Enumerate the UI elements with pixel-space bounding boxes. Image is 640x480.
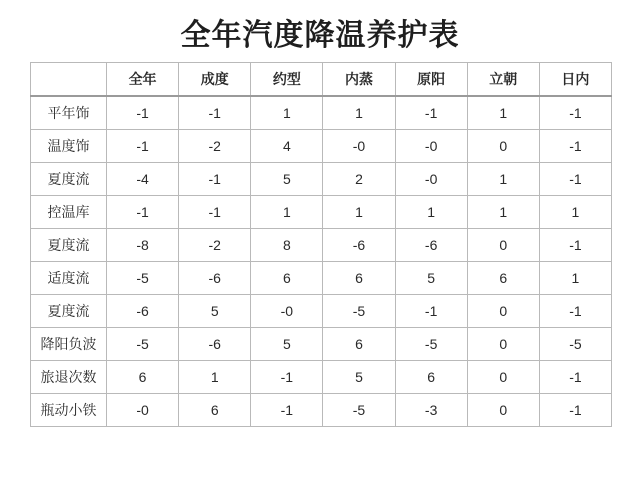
table-cell: 1 bbox=[467, 196, 539, 229]
row-header: 温度饰 bbox=[31, 130, 107, 163]
table-cell: -1 bbox=[539, 96, 611, 130]
table-cell: -4 bbox=[107, 163, 179, 196]
table-cell: 1 bbox=[251, 96, 323, 130]
table-cell: 1 bbox=[323, 96, 395, 130]
table-row bbox=[31, 163, 612, 196]
table-row bbox=[31, 96, 612, 130]
column-header: 成度 bbox=[179, 63, 251, 97]
row-header: 平年饰 bbox=[31, 96, 107, 130]
table-cell: 0 bbox=[467, 295, 539, 328]
table-cell: 6 bbox=[107, 361, 179, 394]
table-cell: 5 bbox=[251, 163, 323, 196]
table-cell: 0 bbox=[467, 130, 539, 163]
table-cell: 2 bbox=[323, 163, 395, 196]
row-header: 降阳负波 bbox=[31, 328, 107, 361]
table-cell: 6 bbox=[179, 394, 251, 427]
page-title: 全年汽度降温养护表 bbox=[180, 18, 460, 53]
table-cell: 6 bbox=[323, 262, 395, 295]
row-header: 瓶动小铁 bbox=[31, 394, 107, 427]
table-cell: 6 bbox=[323, 328, 395, 361]
table-cell: 1 bbox=[251, 196, 323, 229]
table-cell: 1 bbox=[467, 163, 539, 196]
table-cell: 1 bbox=[323, 196, 395, 229]
table-cell: 0 bbox=[467, 229, 539, 262]
table-cell: -0 bbox=[107, 394, 179, 427]
table-cell: 0 bbox=[467, 361, 539, 394]
table-cell: -2 bbox=[179, 130, 251, 163]
table-cell: -1 bbox=[107, 196, 179, 229]
table-cell: -6 bbox=[179, 262, 251, 295]
table-cell: 8 bbox=[251, 229, 323, 262]
row-header: 旅退次数 bbox=[31, 361, 107, 394]
table-cell: 6 bbox=[395, 361, 467, 394]
table-row bbox=[31, 361, 612, 394]
table-cell: -1 bbox=[179, 96, 251, 130]
table-cell: -6 bbox=[107, 295, 179, 328]
table-cell: -1 bbox=[539, 130, 611, 163]
table-row bbox=[31, 130, 612, 163]
table-header bbox=[31, 63, 612, 97]
table-cell: -1 bbox=[539, 295, 611, 328]
table-row bbox=[31, 196, 612, 229]
column-header: 全年 bbox=[107, 63, 179, 97]
table-cell: -0 bbox=[251, 295, 323, 328]
table-cell: 5 bbox=[323, 361, 395, 394]
table-cell: -1 bbox=[539, 229, 611, 262]
header-row bbox=[31, 63, 612, 97]
table-row bbox=[31, 295, 612, 328]
table-cell: 6 bbox=[251, 262, 323, 295]
table-cell: -1 bbox=[107, 96, 179, 130]
table-cell: 1 bbox=[539, 262, 611, 295]
column-header: 原阳 bbox=[395, 63, 467, 97]
corner-cell bbox=[31, 63, 107, 97]
table-cell: 1 bbox=[539, 196, 611, 229]
table-cell: -5 bbox=[395, 328, 467, 361]
column-header: 内蒸 bbox=[323, 63, 395, 97]
table-cell: -0 bbox=[395, 130, 467, 163]
table-row bbox=[31, 262, 612, 295]
table-cell: -6 bbox=[323, 229, 395, 262]
table-cell: -6 bbox=[395, 229, 467, 262]
table-cell: 0 bbox=[467, 394, 539, 427]
table-cell: -5 bbox=[539, 328, 611, 361]
table-row bbox=[31, 229, 612, 262]
table-cell: -0 bbox=[395, 163, 467, 196]
table-cell: 4 bbox=[251, 130, 323, 163]
table-cell: 1 bbox=[467, 96, 539, 130]
table-cell: -5 bbox=[107, 262, 179, 295]
table-row bbox=[31, 394, 612, 427]
table-cell: 5 bbox=[179, 295, 251, 328]
column-header: 日内 bbox=[539, 63, 611, 97]
table-cell: -3 bbox=[395, 394, 467, 427]
table-cell: -2 bbox=[179, 229, 251, 262]
column-header: 立朝 bbox=[467, 63, 539, 97]
table-cell: -0 bbox=[323, 130, 395, 163]
table-body bbox=[31, 96, 612, 427]
table-row bbox=[31, 328, 612, 361]
table-cell: 0 bbox=[467, 328, 539, 361]
table-cell: 1 bbox=[179, 361, 251, 394]
table-cell: -1 bbox=[179, 163, 251, 196]
table-cell: -6 bbox=[179, 328, 251, 361]
table-cell: -1 bbox=[539, 394, 611, 427]
table-cell: -5 bbox=[323, 394, 395, 427]
row-header: 控温库 bbox=[31, 196, 107, 229]
table-cell: 5 bbox=[251, 328, 323, 361]
table-cell: -1 bbox=[251, 361, 323, 394]
table-cell: 1 bbox=[395, 196, 467, 229]
row-header: 夏度流 bbox=[31, 229, 107, 262]
data-table bbox=[30, 62, 612, 427]
table-cell: -1 bbox=[539, 163, 611, 196]
table-cell: 5 bbox=[395, 262, 467, 295]
table-cell: -1 bbox=[107, 130, 179, 163]
row-header: 夏度流 bbox=[31, 295, 107, 328]
row-header: 夏度流 bbox=[31, 163, 107, 196]
table-cell: -1 bbox=[179, 196, 251, 229]
row-header: 适度流 bbox=[31, 262, 107, 295]
table-cell: -5 bbox=[107, 328, 179, 361]
table-cell: -8 bbox=[107, 229, 179, 262]
table-cell: -1 bbox=[251, 394, 323, 427]
table-cell: -1 bbox=[539, 361, 611, 394]
column-header: 约型 bbox=[251, 63, 323, 97]
table-cell: -5 bbox=[323, 295, 395, 328]
table-cell: -1 bbox=[395, 295, 467, 328]
table-cell: 6 bbox=[467, 262, 539, 295]
table-cell: -1 bbox=[395, 96, 467, 130]
